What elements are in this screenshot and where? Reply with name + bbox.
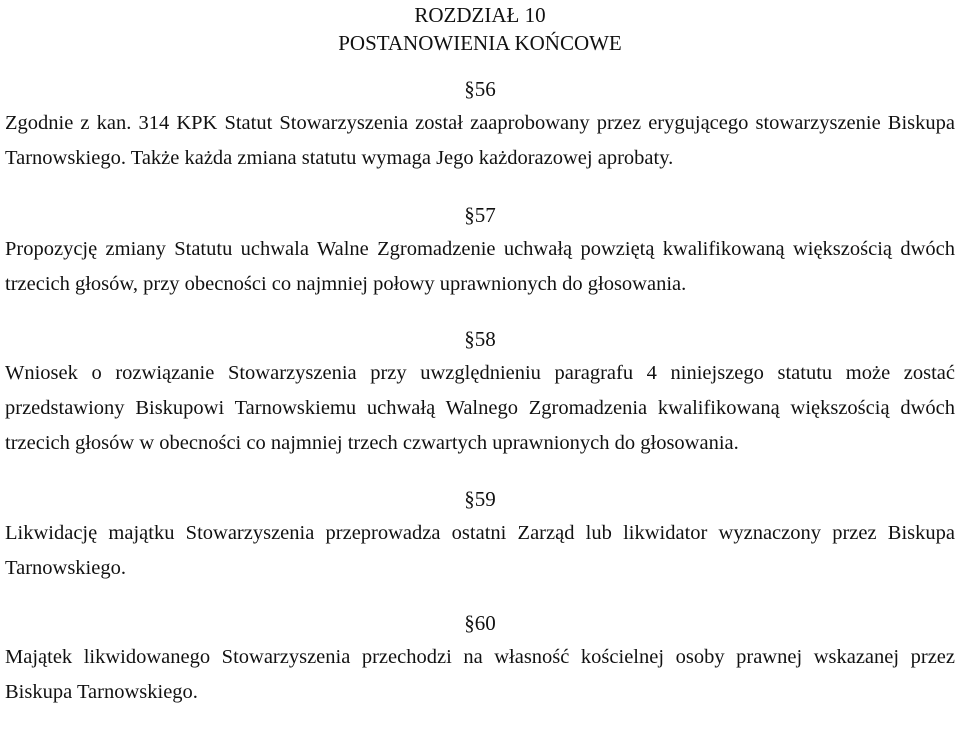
section-number: §59 (464, 487, 496, 511)
section-59 (5, 482, 955, 586)
section-60 (5, 606, 955, 710)
section-text: Propozycję zmiany Statutu uchwala Walne Zgromadzenie uchwałą powziętą kwalifikowaną większością dwóch trzecich głosów, przy obecności co najmniej połowy uprawnionych do głosowania. (5, 238, 955, 295)
section-57 (5, 198, 955, 302)
section-text: Zgodnie z kan. 314 KPK Statut Stowarzyszenia został zaaprobowany przez erygującego stowarzyszenie Biskupa Tarnowskiego. Także każda zmiana statutu wymaga Jego każdorazowej aprobaty. (5, 112, 955, 169)
section-56 (5, 72, 955, 176)
chapter-heading: ROZDZIAŁ 10 (414, 3, 546, 27)
section-58 (5, 322, 955, 461)
section-text: Wniosek o rozwiązanie Stowarzyszenia przy uwzględnieniu paragrafu 4 niniejszego statutu może zostać przedstawiony Biskupowi Tarnowskiemu uchwałą Walnego Zgromadzenia kwalifikowaną większością dwóch trzecich głosów w obecności co najmniej trzech czwartych uprawnionych do głosowania. (5, 362, 955, 454)
section-number: §60 (464, 611, 496, 635)
document-page (5, 0, 955, 710)
section-number: §58 (464, 327, 496, 351)
section-number: §57 (464, 203, 496, 227)
chapter-title: POSTANOWIENIA KOŃCOWE (338, 31, 622, 55)
section-text: Majątek likwidowanego Stowarzyszenia przechodzi na własność kościelnej osoby prawnej wskazanej przez Biskupa Tarnowskiego. (5, 646, 955, 703)
section-text: Likwidację majątku Stowarzyszenia przeprowadza ostatni Zarząd lub likwidator wyznaczony przez Biskupa Tarnowskiego. (5, 522, 955, 579)
section-number: §56 (464, 77, 496, 101)
